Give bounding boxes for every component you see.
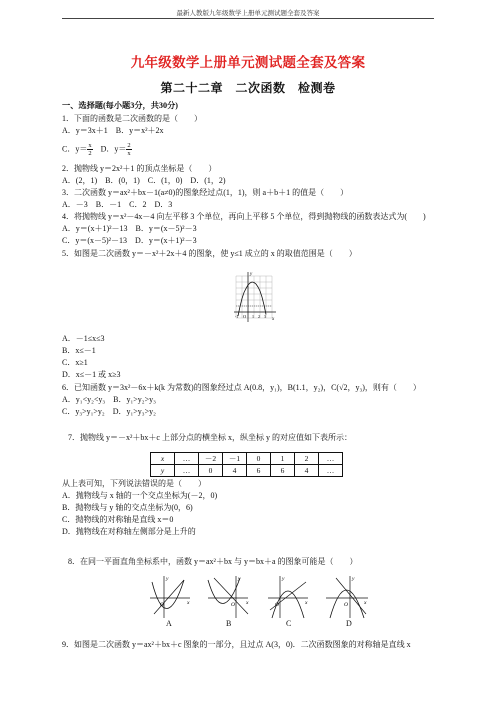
q5-option-c: C．x≥1 (62, 358, 88, 367)
q8-axis-x-label: x (246, 600, 249, 606)
q7-option-b: B．抛物线与 y 轴的交点坐标为(0，6) (62, 503, 193, 512)
q5-tick-label: 1 (252, 314, 254, 319)
q5-option-a: A．－1≤x≤3 (62, 334, 105, 343)
q1-d-fraction: $\frac{2}{x}$ (127, 142, 131, 157)
q8-graph-b (208, 576, 249, 618)
q5-axis-y-label: y (250, 272, 253, 277)
table-cell: －2 (199, 453, 223, 465)
table-cell: … (175, 465, 199, 477)
q8-label-c: C (286, 619, 292, 628)
q5-axis-x-label: x (272, 317, 275, 322)
table-cell: … (319, 465, 343, 477)
q5-stem: 5．如图是二次函数 y＝－x²＋2x＋4 的图象，使 y≤1 成立的 x 的取值范围是（ ） (62, 249, 357, 258)
q8-graph-a (150, 576, 190, 618)
table-cell: 2 (295, 453, 319, 465)
q2-options: A．(2，1) B．(0，1) C．(1，0) D．(1，2) (62, 176, 226, 185)
q1-c-prefix: C．y＝ (62, 144, 88, 154)
q5-tick-label: 2 (258, 314, 260, 319)
q5-option-d: D．x≤－1 或 x≥3 (62, 370, 121, 379)
q8-axis-y-label: y (166, 576, 169, 582)
table-cell: 0 (199, 465, 223, 477)
table-cell: 6 (271, 465, 295, 477)
q8-origin-label: O (344, 602, 348, 608)
table-cell: 1 (271, 453, 295, 465)
q4-options-ab: A．y＝(x＋1)²－13 B．y＝(x－5)²－3 (62, 224, 197, 233)
q8-axis-x-label: x (187, 600, 190, 606)
q5-origin-label: O (243, 314, 247, 319)
q6-stem: 6．已知函数 y＝3x²－6x＋k(k 为常数)的图象经过点 A(0.8，y₁)，B(1.1，y₂)，C(√2，y₃)，则有（ ） (62, 383, 421, 392)
q1-options-cd (62, 142, 132, 157)
header-rule (62, 18, 434, 19)
q7-option-a: A．抛物线与 x 轴的一个交点坐标为(－2，0) (62, 491, 218, 500)
section-heading: 一、选择题(每小题3分，共30分) (62, 101, 178, 110)
q8-label-a: A (166, 619, 172, 628)
q1-stem: 1．下面的函数是二次函数的是（ ） (62, 114, 202, 123)
running-header: 最新人教版九年级数学上册单元测试题全套及答案 (176, 10, 320, 17)
table-cell: … (319, 453, 343, 465)
q8-axis-y-label: y (282, 576, 285, 582)
q8-graph-options (150, 574, 370, 620)
q8-stem: 8．在同一平面直角坐标系中，函数 y＝ax²＋bx 与 y＝bx＋a 的图象可能是（ ） (68, 557, 358, 566)
q2-stem: 2．抛物线 y＝2x²＋1 的顶点坐标是（ ） (62, 164, 217, 173)
q8-origin-label: O (275, 602, 279, 608)
q8-label-b: B (226, 619, 232, 628)
table-cell: 4 (223, 465, 247, 477)
q4-options-cd: C．y＝(x－5)²－13 D．y＝(x＋1)²－3 (62, 236, 197, 245)
q8-axis-x-label: x (305, 600, 308, 606)
table-row (151, 453, 343, 465)
table-cell: … (175, 453, 199, 465)
document-title: 九年级数学上册单元测试题全套及答案 (130, 55, 366, 70)
q6-options-cd: C．y₃>y₁>y₂ D．y₁>y₃>y₂ (62, 407, 156, 416)
q3-options: A．－3 B．－1 C．2 D．3 (62, 200, 173, 209)
q3-stem: 3．二次函数 y＝ax²＋bx－1(a≠0)的图象经过点(1，1)，则 a＋b＋1 的值是（ ） (62, 188, 349, 197)
q5-tick-label: -1 (235, 314, 239, 319)
table-row (151, 465, 343, 477)
q1-options-ab: A．y＝3x＋1 B．y＝x²＋2x (62, 126, 164, 135)
table-cell: y (151, 465, 175, 477)
q8-axis-y-label: y (352, 576, 355, 582)
table-cell: 4 (295, 465, 319, 477)
q7-stem: 7．抛物线 y＝－x²＋bx＋c 上部分点的横坐标 x，纵坐标 y 的对应值如下表所示： (68, 433, 352, 442)
q5-option-b: B．x≤－1 (62, 346, 96, 355)
q8-axis-x-label: x (364, 600, 367, 606)
q5-tick-label: 3 (264, 314, 266, 319)
q8-origin-label: O (231, 602, 235, 608)
q7-option-d: D．抛物线在对称轴左侧部分是上升的 (62, 527, 196, 536)
q8-origin-label: O (160, 602, 164, 608)
q7-option-c: C．抛物线的对称轴是直线 x＝0 (62, 515, 174, 524)
q8-graph-c (268, 576, 308, 618)
table-cell: 6 (247, 465, 271, 477)
chapter-title: 第二十二章 二次函数 检测卷 (160, 81, 336, 95)
q8-graph-d (326, 576, 368, 618)
q8-label-d: D (346, 619, 352, 628)
q6-options-ab: A．y₁<y₂<y₃ B．y₁>y₂>y₃ (62, 395, 156, 404)
q4-stem: 4．将抛物线 y＝x²－4x－4 向左平移 3 个单位，再向上平移 5 个单位，得到抛物线的函数表达式为( ) (62, 212, 426, 221)
q1-c-fraction: $\frac{x}{2}$ (88, 142, 92, 157)
table-cell: 0 (247, 453, 271, 465)
q7-value-table (150, 452, 343, 477)
table-cell: x (151, 453, 175, 465)
q9-stem: 9．如图是二次函数 y＝ax²＋bx＋c 图象的一部分，且过点 A(3，0)．二次函数图象的对称轴是直线 x (62, 640, 411, 649)
table-cell: －1 (223, 453, 247, 465)
q8-axis-y-label: y (238, 576, 241, 582)
q1-d-prefix: D．y＝ (92, 144, 127, 154)
q5-parabola-graph (232, 270, 278, 326)
q7-lead: 从上表可知，下列说法错误的是（ ） (62, 479, 206, 488)
